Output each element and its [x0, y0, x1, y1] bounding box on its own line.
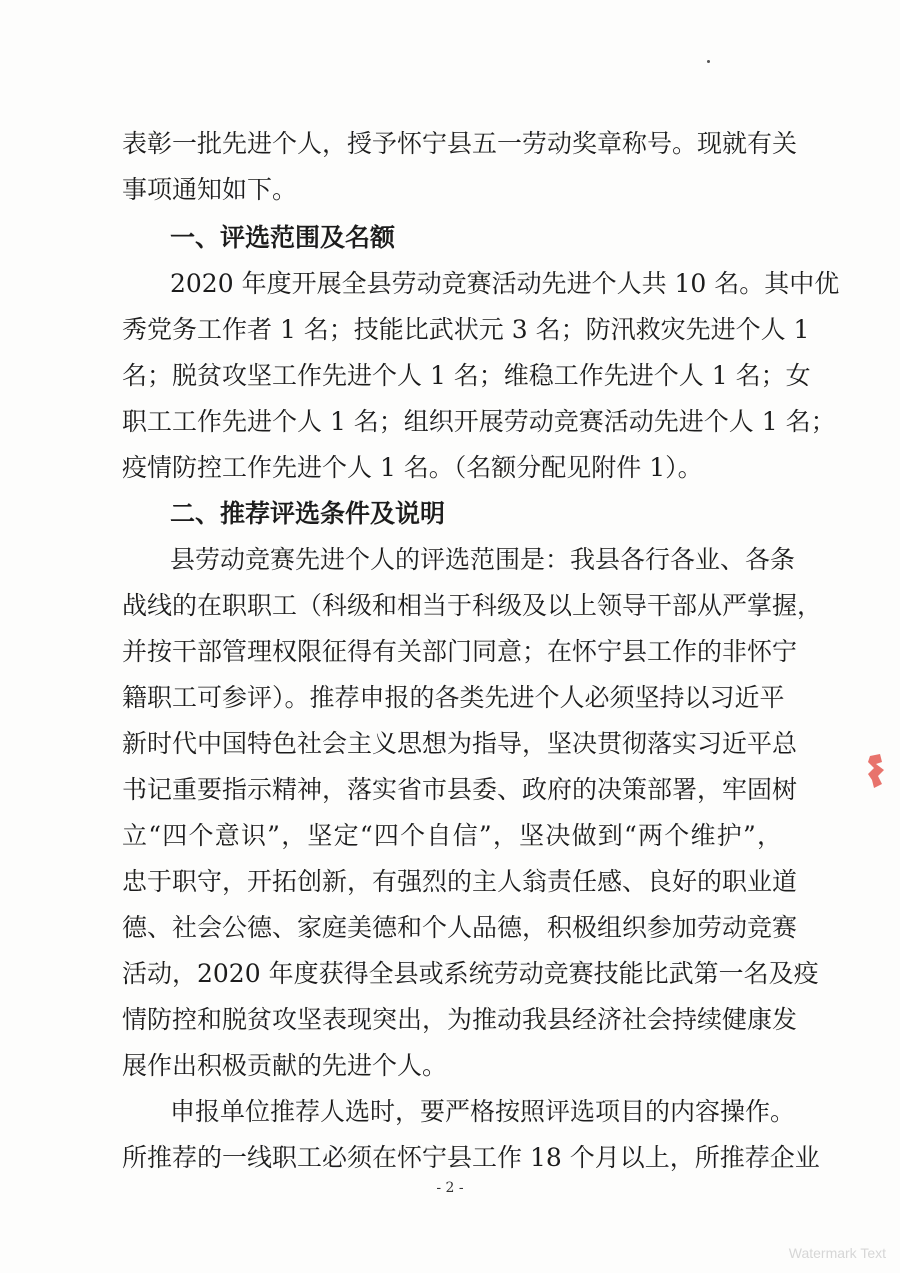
body-line: 并按干部管理权限征得有关部门同意；在怀宁县工作的非怀宁 — [122, 637, 798, 666]
body-line: 职工工作先进个人 1 名；组织开展劳动竞赛活动先进个人 1 名； — [122, 407, 836, 436]
body-line: 德、社会公德、家庭美德和个人品德，积极组织参加劳动竞赛 — [122, 913, 798, 942]
section-heading-1: 一、评选范围及名额 — [170, 223, 396, 252]
body-line: 书记重要指示精神，落实省市县委、政府的决策部署，牢固树 — [122, 775, 798, 804]
body-line: 立“四个意识”，坚定“四个自信”，坚决做到“两个维护”， — [122, 821, 782, 850]
scan-speck — [707, 60, 710, 63]
body-line: 疫情防控工作先进个人 1 名。（名额分配见附件 1）。 — [122, 453, 703, 482]
body-line: 战线的在职职工（科级和相当于科级及以上领导干部从严掌握， — [122, 591, 823, 620]
body-line: 情防控和脱贫攻坚表现突出，为推动我县经济社会持续健康发 — [122, 1005, 798, 1034]
section-heading-2: 二、推荐评选条件及说明 — [170, 499, 446, 528]
body-line: 新时代中国特色社会主义思想为指导，坚决贯彻落实习近平总 — [122, 729, 798, 758]
body-line: 活动，2020 年度获得全县或系统劳动竞赛技能比武第一名及疫 — [122, 959, 819, 988]
body-line: 籍职工可参评）。推荐申报的各类先进个人必须坚持以习近平 — [122, 683, 785, 712]
body-line: 展作出积极贡献的先进个人。 — [122, 1051, 448, 1080]
body-line: 所推荐的一线职工必须在怀宁县工作 18 个月以上，所推荐企业 — [122, 1143, 820, 1172]
body-line: 县劳动竞赛先进个人的评选范围是：我县各行各业、各条 — [170, 545, 796, 574]
body-line: 事项通知如下。 — [122, 175, 298, 204]
watermark: Watermark Text — [788, 1245, 886, 1261]
body-line: 表彰一批先进个人，授予怀宁县五一劳动奖章称号。现就有关 — [122, 129, 798, 158]
body-line: 申报单位推荐人选时，要严格按照评选项目的内容操作。 — [170, 1097, 796, 1126]
page-number: - 2 - — [436, 1180, 464, 1196]
body-line: 名；脱贫攻坚工作先进个人 1 名；维稳工作先进个人 1 名；女 — [122, 361, 811, 390]
seal-fragment-icon — [866, 752, 886, 792]
body-line: 秀党务工作者 1 名；技能比武状元 3 名；防汛救灾先进个人 1 — [122, 315, 810, 344]
body-line: 忠于职守，开拓创新，有强烈的主人翁责任感、良好的职业道 — [122, 867, 798, 896]
body-line: 2020 年度开展全县劳动竞赛活动先进个人共 10 名。其中优 — [170, 269, 840, 298]
